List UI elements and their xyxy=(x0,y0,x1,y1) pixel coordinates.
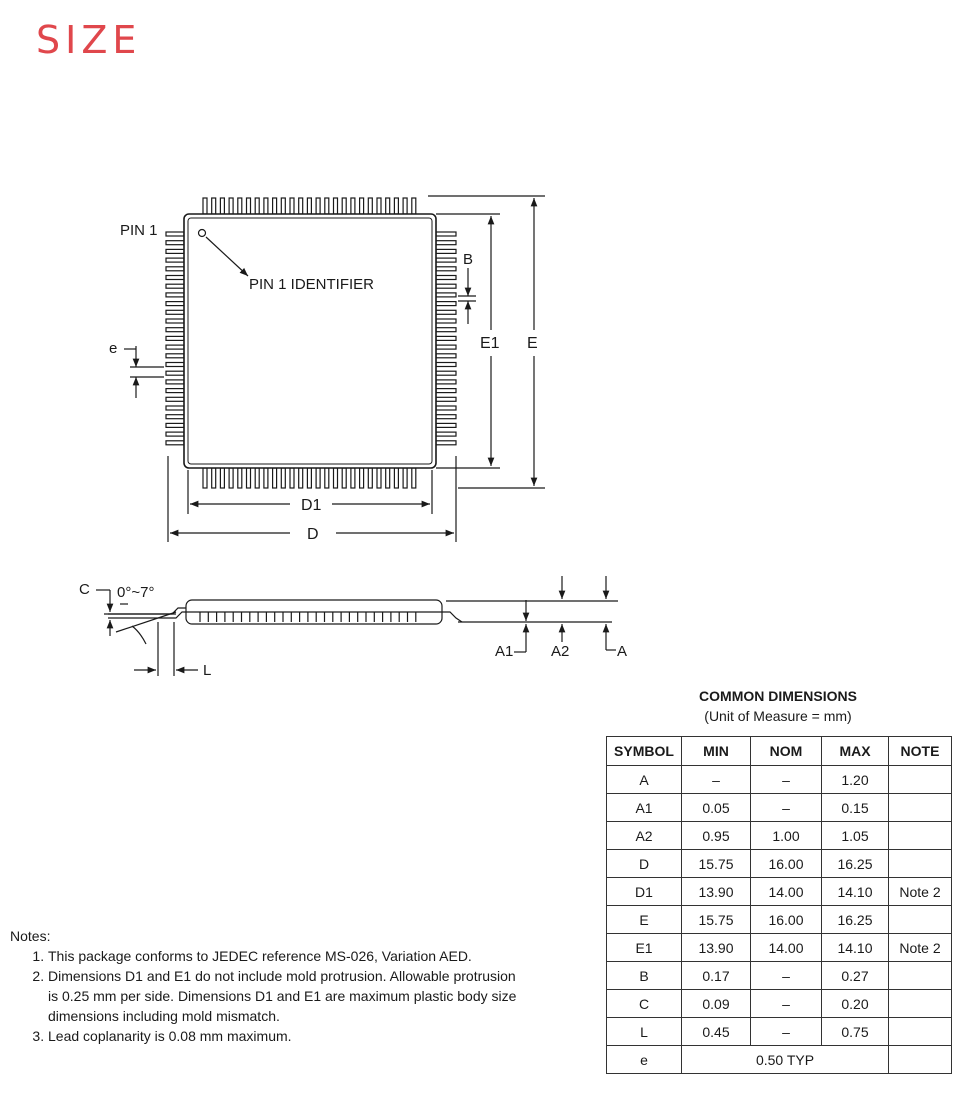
cell-symbol: C xyxy=(607,990,682,1018)
notes-heading: Notes: xyxy=(10,928,51,944)
lead-pin xyxy=(166,284,184,288)
cell-typ-value: 0.50 TYP xyxy=(682,1046,889,1074)
e1-label: E1 xyxy=(480,335,500,352)
table-row xyxy=(607,1046,952,1074)
lead-pin xyxy=(166,415,184,419)
E-label: E xyxy=(527,335,538,352)
d-label: D xyxy=(307,526,319,543)
lead-pin xyxy=(325,468,329,488)
lead-pin xyxy=(377,198,381,214)
lead-pin xyxy=(368,468,372,488)
notes-list xyxy=(10,946,518,1046)
lead-pin xyxy=(238,468,242,488)
lead-pin xyxy=(342,198,346,214)
lead-pin xyxy=(436,249,456,253)
cell-note xyxy=(889,766,952,794)
table-row xyxy=(607,878,952,906)
cell-nom: 14.00 xyxy=(751,878,822,906)
lead-pin xyxy=(212,468,216,488)
lead-pin xyxy=(166,249,184,253)
lead-pin xyxy=(264,198,268,214)
lead-pin xyxy=(307,198,311,214)
lead-pin xyxy=(436,432,456,436)
lead-pin xyxy=(325,198,329,214)
header-note: NOTE xyxy=(889,737,952,766)
cell-nom: 14.00 xyxy=(751,934,822,962)
top-view xyxy=(124,196,545,542)
lead-pin xyxy=(247,468,251,488)
lead-pin xyxy=(316,198,320,214)
table-row xyxy=(607,766,952,794)
cell-max: 0.20 xyxy=(822,990,889,1018)
lead-pin xyxy=(386,198,390,214)
cell-note: Note 2 xyxy=(889,934,952,962)
d1-label: D1 xyxy=(301,497,322,514)
cell-symbol: D xyxy=(607,850,682,878)
cell-note xyxy=(889,990,952,1018)
lead-pin xyxy=(203,198,207,214)
lead-pin xyxy=(436,354,456,358)
lead-pin xyxy=(166,354,184,358)
cell-symbol: A2 xyxy=(607,822,682,850)
lead-pin xyxy=(351,468,355,488)
lead-pin xyxy=(166,276,184,280)
lead-pin xyxy=(436,406,456,410)
lead-pin xyxy=(299,468,303,488)
lead-pin xyxy=(436,441,456,445)
lead-pin xyxy=(166,432,184,436)
lead-pin xyxy=(255,198,259,214)
lead-pin xyxy=(203,468,207,488)
lead-pin xyxy=(212,198,216,214)
cell-min: 0.09 xyxy=(682,990,751,1018)
lead-pin xyxy=(436,363,456,367)
cell-min: – xyxy=(682,766,751,794)
lead-pin xyxy=(436,328,456,332)
a1-label: A1 xyxy=(495,643,514,660)
angle-label: 0°~7° xyxy=(117,584,155,601)
lead-pin xyxy=(394,468,398,488)
lead-pin xyxy=(166,267,184,271)
lead-pin xyxy=(166,371,184,375)
cell-max: 14.10 xyxy=(822,878,889,906)
lead-pin xyxy=(281,468,285,488)
lead-width-b-label: B xyxy=(463,251,474,268)
table-row xyxy=(607,794,952,822)
pin1-label: PIN 1 xyxy=(120,222,158,239)
page-title: SIZE xyxy=(36,18,142,62)
header-max: MAX xyxy=(822,737,889,766)
cell-symbol: E1 xyxy=(607,934,682,962)
cell-symbol: E xyxy=(607,906,682,934)
cell-nom: – xyxy=(751,962,822,990)
cell-nom: – xyxy=(751,1018,822,1046)
note-item: 1. This package conforms to JEDEC reference MS-026, Variation AED. xyxy=(48,946,518,966)
cell-note xyxy=(889,822,952,850)
lead-pin xyxy=(166,293,184,297)
pitch-e-label: e xyxy=(109,340,118,357)
lead-pin xyxy=(436,319,456,323)
table-row xyxy=(607,934,952,962)
lead-pin xyxy=(436,389,456,393)
cell-nom: – xyxy=(751,990,822,1018)
left-pins xyxy=(166,232,184,445)
cell-symbol: e xyxy=(607,1046,682,1074)
cell-nom: – xyxy=(751,766,822,794)
cell-min: 0.05 xyxy=(682,794,751,822)
table-row xyxy=(607,822,952,850)
lead-pin xyxy=(166,406,184,410)
cell-symbol: L xyxy=(607,1018,682,1046)
lead-pin xyxy=(220,468,224,488)
lead-pin xyxy=(412,198,416,214)
cell-note xyxy=(889,906,952,934)
lead-pin xyxy=(273,198,277,214)
lead-pin xyxy=(166,319,184,323)
lead-pin xyxy=(299,198,303,214)
lead-pin xyxy=(436,371,456,375)
lead-pin xyxy=(307,468,311,488)
cell-max: 14.10 xyxy=(822,934,889,962)
pin1-identifier-label: PIN 1 IDENTIFIER xyxy=(249,276,375,293)
lead-pin xyxy=(166,336,184,340)
lead-pin xyxy=(360,198,364,214)
lead-pin xyxy=(412,468,416,488)
lead-pin xyxy=(436,345,456,349)
cell-symbol: A1 xyxy=(607,794,682,822)
lead-pin xyxy=(394,198,398,214)
cell-note xyxy=(889,1046,952,1074)
lead-pin xyxy=(290,468,294,488)
lead-pin xyxy=(166,380,184,384)
table-row xyxy=(607,990,952,1018)
cell-note: Note 2 xyxy=(889,878,952,906)
dimensions-table xyxy=(606,736,952,1074)
note-item: 2. Dimensions D1 and E1 do not include mold protrusion. Allowable protrusion is 0.25 mm per side. Dimensions D1 and E1 are maximum plastic body size dimensions including mold mismatch. xyxy=(48,966,518,1026)
table-row xyxy=(607,1018,952,1046)
lead-pin xyxy=(290,198,294,214)
lead-pin xyxy=(166,397,184,401)
cell-nom: – xyxy=(751,794,822,822)
lead-pin xyxy=(220,198,224,214)
cell-max: 16.25 xyxy=(822,850,889,878)
note-item: 3. Lead coplanarity is 0.08 mm maximum. xyxy=(48,1026,518,1046)
lead-pin xyxy=(436,310,456,314)
lead-pin xyxy=(229,468,233,488)
a-label: A xyxy=(617,643,628,660)
lead-pin xyxy=(403,198,407,214)
a2-label: A2 xyxy=(551,643,570,660)
table-header-row xyxy=(607,737,952,766)
table-row xyxy=(607,906,952,934)
lead-pin xyxy=(436,397,456,401)
l-label: L xyxy=(203,662,212,679)
lead-pin xyxy=(316,468,320,488)
lead-pin xyxy=(273,468,277,488)
cell-max: 0.27 xyxy=(822,962,889,990)
cell-max: 1.20 xyxy=(822,766,889,794)
lead-pin xyxy=(403,468,407,488)
lead-pin xyxy=(166,345,184,349)
lead-pin xyxy=(334,468,338,488)
header-nom: NOM xyxy=(751,737,822,766)
lead-pin xyxy=(436,267,456,271)
lead-pin xyxy=(436,293,456,297)
lead-pin xyxy=(436,276,456,280)
lead-pin xyxy=(360,468,364,488)
lead-pin xyxy=(255,468,259,488)
lead-pin xyxy=(166,441,184,445)
header-symbol: SYMBOL xyxy=(607,737,682,766)
cell-max: 16.25 xyxy=(822,906,889,934)
table-row xyxy=(607,850,952,878)
lead-pin xyxy=(334,198,338,214)
cell-max: 0.75 xyxy=(822,1018,889,1046)
cell-nom: 16.00 xyxy=(751,850,822,878)
lead-pin xyxy=(436,380,456,384)
cell-nom: 1.00 xyxy=(751,822,822,850)
lead-pin xyxy=(436,284,456,288)
lead-pin xyxy=(377,468,381,488)
lead-pin xyxy=(166,328,184,332)
table-row xyxy=(607,962,952,990)
dimensions-unit: (Unit of Measure = mm) xyxy=(704,708,852,724)
cell-note xyxy=(889,850,952,878)
lead-pin xyxy=(436,241,456,245)
lead-pin xyxy=(166,423,184,427)
lead-pin xyxy=(436,232,456,236)
lead-pin xyxy=(229,198,233,214)
lead-pin xyxy=(166,232,184,236)
cell-note xyxy=(889,962,952,990)
lead-pin xyxy=(281,198,285,214)
lead-pin xyxy=(166,389,184,393)
side-view xyxy=(96,576,618,676)
notes-block xyxy=(10,926,518,1046)
lead-pin xyxy=(436,302,456,306)
lead-pin xyxy=(166,310,184,314)
lead-pin xyxy=(436,415,456,419)
header-min: MIN xyxy=(682,737,751,766)
lead-pin xyxy=(436,336,456,340)
cell-min: 15.75 xyxy=(682,906,751,934)
lead-pin xyxy=(342,468,346,488)
cell-note xyxy=(889,794,952,822)
dimensions-title: COMMON DIMENSIONS xyxy=(699,688,857,704)
lead-pin xyxy=(166,258,184,262)
right-pins xyxy=(436,232,456,445)
bottom-pins xyxy=(203,468,416,488)
cell-min: 0.95 xyxy=(682,822,751,850)
cell-min: 13.90 xyxy=(682,878,751,906)
lead-pin xyxy=(264,468,268,488)
lead-pin xyxy=(166,363,184,367)
lead-pin xyxy=(351,198,355,214)
cell-min: 0.45 xyxy=(682,1018,751,1046)
cell-min: 13.90 xyxy=(682,934,751,962)
lead-pin xyxy=(368,198,372,214)
cell-symbol: D1 xyxy=(607,878,682,906)
lead-pin xyxy=(238,198,242,214)
top-pins xyxy=(203,198,416,214)
cell-note xyxy=(889,1018,952,1046)
cell-max: 1.05 xyxy=(822,822,889,850)
lead-pin xyxy=(166,241,184,245)
lead-pin xyxy=(247,198,251,214)
lead-pin xyxy=(436,423,456,427)
lead-pin xyxy=(166,302,184,306)
cell-min: 15.75 xyxy=(682,850,751,878)
cell-nom: 16.00 xyxy=(751,906,822,934)
cell-symbol: B xyxy=(607,962,682,990)
cell-min: 0.17 xyxy=(682,962,751,990)
cell-symbol: A xyxy=(607,766,682,794)
lead-pin xyxy=(436,258,456,262)
c-label: C xyxy=(79,581,90,598)
lead-pin xyxy=(386,468,390,488)
cell-max: 0.15 xyxy=(822,794,889,822)
